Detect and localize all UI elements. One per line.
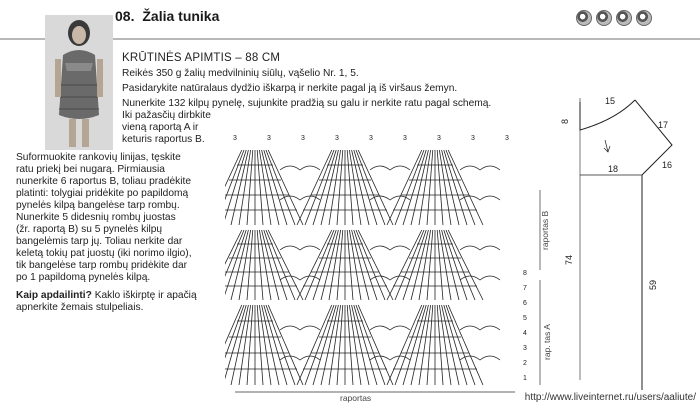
stitch-count-mark: 3 [267,135,271,142]
stitch-count-mark: 3 [505,135,509,142]
stitch-count-mark: 3 [233,135,237,142]
instruction-line: pynelės kilpą bangelėse tarp rombų. [16,200,180,211]
stitch-count-mark: 3 [369,135,373,142]
instruction-line: Suformuokite rankovių linijas, tęskite [16,152,181,163]
stitch-line [337,230,343,300]
garment-schema [560,90,700,390]
stitch-line [403,150,426,225]
pattern-title [115,8,219,24]
stitch-line [358,150,393,225]
dim-label: 59 [648,279,658,290]
stitch-line [313,305,336,385]
stitch-line [354,150,377,225]
stitch-line [225,305,246,385]
stitch-line [259,305,271,385]
chain-arc [280,246,320,250]
instruction-line: po 1 papildomą pynelės kilpą. [16,272,151,283]
row-number: 8 [523,270,527,277]
stitch-line [337,150,343,225]
difficulty-rating [576,10,652,26]
instruction-line: (žr. raportą B) su 5 pynelės kilpų [16,224,163,235]
instruction-line: apnerkite žemais stulpeliais. [16,302,144,313]
stitch-line [225,230,246,300]
instruction-line: Nunerkite 5 didesnių rombų juostas [16,212,176,223]
raport-a-label: rap. tas A [542,324,552,360]
stitch-line [268,230,303,300]
stitch-line [239,150,251,225]
stitch-line [349,230,361,300]
stitch-line [448,230,483,300]
row-number: 2 [523,360,527,367]
crochet-chart [225,130,555,402]
stitch-line [225,150,246,225]
stitch-line [259,150,271,225]
stitch-line [439,150,451,225]
instruction-line: keletą tokių pat juostų (iki norimo ilgio), [16,248,192,259]
instruction-line: platinti: tolygiai pridėkite po papildomą [16,188,189,199]
stitch-line [268,150,303,225]
raport-b-label: raportas B [540,210,550,250]
instruction-line: Pasidarykite natūralaus dydžio iškarpą ir nerkite pagal ją iš viršaus žemyn. [122,83,458,94]
row-number: 3 [523,345,527,352]
stitch-line [247,305,253,385]
chain-arc [460,326,500,330]
stitch-line [297,305,332,385]
row-number: 5 [523,315,527,322]
materials-text: Reikės 350 g žalių medvilninių siūlų, vąšelio Nr. 1, 5. [122,68,359,79]
chain-arc [460,246,500,250]
stitch-line [427,230,433,300]
stitch-line [387,305,422,385]
dim-label: 17 [658,120,669,130]
stitch-line [437,230,443,300]
instruction-line: ratu priekį bei nugarą. Pirmiausia [16,164,165,175]
stitch-line [347,150,353,225]
instruction-line: tik bangelėse tarp rombų pridėkite dar [16,260,188,271]
yarn-ball-icon [596,10,612,26]
stitch-line [313,230,336,300]
stitch-line [437,305,443,385]
stitch-line [419,150,431,225]
bust-size: KRŪTINĖS APIMTIS – 88 CM [122,52,281,64]
stitch-line [247,150,253,225]
stitch-line [427,305,433,385]
stitch-line [329,230,341,300]
stitch-line [239,230,251,300]
chain-arc [370,246,410,250]
stitch-line [387,230,422,300]
instruction-line: Iki pažasčių dirbkite [122,110,211,121]
stitch-count-mark: 3 [335,135,339,142]
stitch-line [268,305,303,385]
stitch-line [257,230,263,300]
chain-arc [370,196,410,200]
chain-arc [460,166,500,170]
instruction-line: keturis raportus B. [122,134,205,145]
stitch-line [259,230,271,300]
row-number: 4 [523,330,527,337]
stitch-line [297,230,332,300]
stitch-line [387,150,422,225]
chain-arc [280,166,320,170]
stitch-line [347,305,353,385]
stitch-count-mark: 3 [471,135,475,142]
stitch-line [257,150,263,225]
finishing-line [16,290,197,302]
chain-arc [370,326,410,330]
stitch-count-mark: 3 [301,135,305,142]
stitch-line [403,230,426,300]
stitch-line [427,150,433,225]
chain-arc [280,196,320,200]
stitch-line [264,230,287,300]
stitch-line [297,150,332,225]
stitch-line [439,230,451,300]
instruction-line: bangelėmis tarp jų. Toliau nerkite dar [16,236,183,247]
yarn-ball-icon [576,10,592,26]
yarn-ball-icon [616,10,632,26]
stitch-line [329,305,341,385]
dim-label: 8 [560,118,570,124]
stitch-line [349,150,361,225]
chain-arc [370,166,410,170]
stitch-line [329,150,341,225]
dim-label: 15 [605,96,616,106]
raportas-label: raportas [340,393,372,403]
dim-label: 16 [662,160,673,170]
stitch-line [354,230,377,300]
instruction-line: nunerkite 6 raportus B, toliau pradėkite [16,176,191,187]
stitch-line [337,305,343,385]
stitch-line [257,305,263,385]
yarn-ball-icon [636,10,652,26]
finishing-heading: Kaip apdailinti? [16,290,92,301]
chain-arc [460,196,500,200]
stitch-line [264,305,287,385]
stitch-line [419,230,431,300]
finishing-text: Kaklo iškirptę ir apačią [91,290,197,301]
row-number: 7 [523,285,527,292]
dim-label: 74 [564,254,574,265]
stitch-line [358,305,393,385]
row-number: 1 [523,375,527,382]
stitch-line [419,305,431,385]
instruction-line: vieną raportą A ir [122,122,199,133]
stitch-count-mark: 3 [403,135,407,142]
stitch-line [358,230,393,300]
stitch-line [349,305,361,385]
stitch-line [448,305,483,385]
stitch-line [444,305,467,385]
pattern-name: Žalia tunika [142,8,220,24]
chain-arc [280,326,320,330]
stitch-line [439,305,451,385]
stitch-line [444,230,467,300]
stitch-line [403,305,426,385]
stitch-line [448,150,483,225]
stitch-count-mark: 3 [437,135,441,142]
model-photo [45,15,113,150]
pattern-number: 08. [115,8,135,24]
dim-label: 18 [608,164,619,174]
row-number: 6 [523,300,527,307]
stitch-line [239,305,251,385]
stitch-line [313,150,336,225]
stitch-line [347,230,353,300]
source-url[interactable]: http://www.liveinternet.ru/users/aaliute/ [524,392,696,403]
instruction-line: Nunerkite 132 kilpų pynelę, sujunkite pradžią su galu ir nerkite ratu pagal schemą. [122,98,492,109]
stitch-line [444,150,467,225]
stitch-line [247,230,253,300]
stitch-line [437,150,443,225]
stitch-line [354,305,377,385]
stitch-line [264,150,287,225]
